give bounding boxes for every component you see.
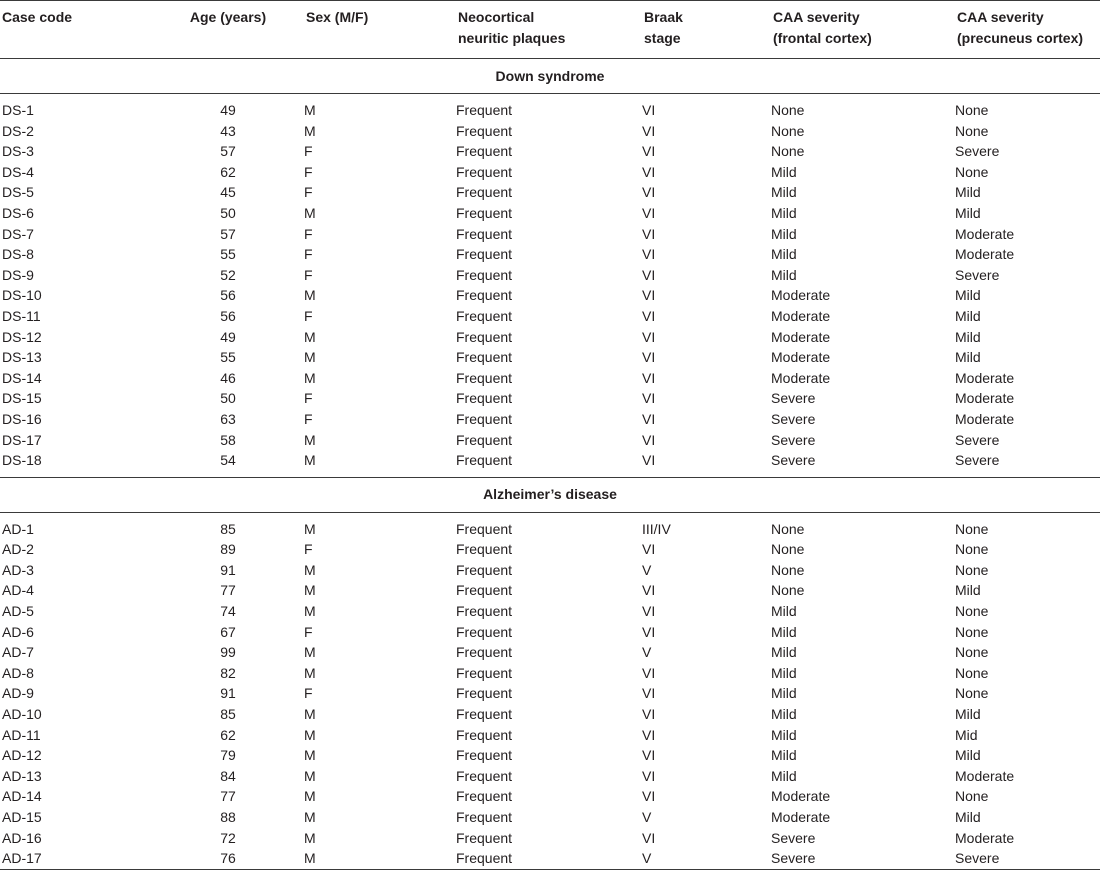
caa-frontal-cell: Severe [771, 848, 955, 869]
caa-frontal-cell: Severe [771, 410, 816, 427]
sex-cell: M [304, 122, 316, 139]
table-row [0, 828, 1100, 849]
case-code-cell: AD-7 [2, 644, 34, 661]
caa-precuneus-cell: Severe [955, 431, 1000, 448]
caa-frontal-cell: None [771, 520, 805, 537]
caa-precuneus-cell: None [955, 102, 989, 118]
table-row [0, 622, 1100, 643]
caa-precuneus-cell: None [955, 644, 989, 661]
table-row [0, 848, 1100, 869]
caa-frontal-cell: Mild [771, 767, 797, 784]
caa-frontal-cell: Severe [771, 431, 816, 448]
table-row [0, 121, 1100, 142]
age-cell: 50 [220, 390, 236, 407]
sex-cell: M [304, 520, 316, 537]
braak-stage-cell: V [642, 561, 652, 578]
case-code-cell: DS-4 [2, 163, 34, 180]
caa-precuneus-cell: Severe [955, 143, 1000, 160]
case-code-cell: DS-14 [2, 369, 42, 386]
neuritic-plaques-cell: Frequent [456, 809, 513, 825]
neuritic-plaques-cell: Frequent [456, 603, 513, 620]
caa-precuneus-cell: Moderate [955, 829, 1015, 846]
case-code-cell: DS-16 [2, 410, 42, 427]
sex-cell: M [304, 726, 316, 743]
sex-cell: M [304, 767, 316, 784]
case-code-cell: AD-9 [2, 685, 34, 702]
age-cell: 88 [220, 809, 236, 825]
braak-stage-cell: VI [642, 246, 656, 263]
sex-cell: F [304, 225, 313, 242]
case-code-cell: AD-10 [2, 706, 42, 723]
age-cell: 57 [220, 225, 236, 242]
caa-frontal-cell: Mild [771, 225, 797, 242]
caa-precuneus-cell: None [955, 520, 989, 537]
sex-cell: M [304, 328, 316, 345]
age-cell: 58 [220, 431, 236, 448]
table-row [0, 141, 1100, 162]
neuritic-plaques-cell: Frequent [456, 664, 513, 681]
table-row [0, 766, 1100, 787]
braak-stage-cell: VI [642, 410, 656, 427]
case-code-cell: DS-5 [2, 184, 34, 201]
braak-stage-cell: VI [642, 582, 656, 599]
sex-cell: M [304, 369, 316, 386]
neuritic-plaques-cell: Frequent [456, 431, 513, 448]
header-row [0, 1, 1100, 59]
caa-frontal-cell: Mild [771, 184, 797, 201]
braak-stage-cell: VI [642, 122, 656, 139]
table-row [0, 601, 1100, 622]
braak-stage-cell: VI [642, 431, 656, 448]
age-cell: 84 [220, 767, 236, 784]
sex-cell: M [304, 706, 316, 723]
case-code-cell: DS-12 [2, 328, 42, 345]
header-age: Age (years) [152, 1, 304, 59]
case-code-cell: DS-9 [2, 266, 34, 283]
table-row [0, 224, 1100, 245]
table-row [0, 162, 1100, 183]
sex-cell: F [304, 184, 313, 201]
age-cell: 79 [220, 747, 236, 764]
age-cell: 45 [220, 184, 236, 201]
case-code-cell: AD-12 [2, 747, 42, 764]
table-header [0, 1, 1100, 59]
table-row [0, 430, 1100, 451]
table-row [0, 244, 1100, 265]
age-cell: 46 [220, 369, 236, 386]
case-code-cell: DS-15 [2, 390, 42, 407]
neuritic-plaques-cell: Frequent [456, 225, 513, 242]
age-cell: 43 [220, 122, 236, 139]
caa-precuneus-cell: Severe [955, 452, 1000, 469]
age-cell: 50 [220, 204, 236, 221]
age-cell: 67 [220, 623, 236, 640]
case-code-cell: DS-1 [2, 102, 34, 118]
table-row [0, 663, 1100, 684]
neuritic-plaques-cell: Frequent [456, 644, 513, 661]
neuritic-plaques-cell: Frequent [456, 623, 513, 640]
table-row [0, 786, 1100, 807]
case-code-cell: AD-11 [2, 726, 41, 743]
caa-precuneus-cell: Mild [955, 307, 981, 324]
caa-precuneus-cell: Mild [955, 582, 981, 599]
age-cell: 89 [220, 541, 236, 558]
case-code-cell: AD-5 [2, 603, 34, 620]
caa-precuneus-cell: None [955, 623, 989, 640]
case-code-cell: DS-10 [2, 287, 42, 304]
sex-cell: F [304, 246, 313, 263]
braak-stage-cell: VI [642, 328, 656, 345]
neuritic-plaques-cell: Frequent [456, 390, 513, 407]
caa-precuneus-cell: Moderate [955, 369, 1015, 386]
table-row [0, 347, 1100, 368]
sex-cell: M [304, 102, 316, 118]
caa-precuneus-cell: Mild [955, 287, 981, 304]
sex-cell: M [304, 788, 316, 805]
caa-frontal-cell: Mild [771, 685, 797, 702]
caa-precuneus-cell: Moderate [955, 246, 1015, 263]
table-row [0, 100, 1100, 121]
braak-stage-cell: VI [642, 307, 656, 324]
neuritic-plaques-cell: Frequent [456, 246, 513, 263]
braak-stage-cell: VI [642, 623, 656, 640]
neuritic-plaques-cell: Frequent [456, 747, 513, 764]
table-row [0, 265, 1100, 286]
case-code-cell: AD-16 [2, 829, 42, 846]
case-code-cell: AD-4 [2, 582, 34, 599]
neuritic-plaques-cell: Frequent [456, 829, 513, 846]
table-body [0, 59, 1100, 870]
braak-stage-cell: VI [642, 452, 656, 469]
age-cell: 74 [220, 603, 236, 620]
sex-cell: M [304, 287, 316, 304]
caa-frontal-cell: Mild [771, 163, 797, 180]
sex-cell: F [304, 307, 313, 324]
table-row [0, 725, 1100, 746]
caa-precuneus-cell: Mid [955, 726, 978, 743]
caa-precuneus-cell: None [955, 541, 989, 558]
caa-precuneus-cell: None [955, 561, 989, 578]
age-cell: 49 [220, 102, 236, 118]
neuritic-plaques-cell: Frequent [456, 561, 513, 578]
braak-stage-cell: V [642, 848, 771, 869]
neuritic-plaques-cell: Frequent [456, 410, 513, 427]
caa-frontal-cell: Severe [771, 829, 816, 846]
caa-precuneus-cell: Mild [955, 204, 981, 221]
braak-stage-cell: VI [642, 747, 656, 764]
case-code-cell: AD-6 [2, 623, 34, 640]
braak-stage-cell: VI [642, 685, 656, 702]
case-code-cell: AD-8 [2, 664, 34, 681]
table-row [0, 683, 1100, 704]
neuritic-plaques-cell: Frequent [456, 726, 513, 743]
caa-precuneus-cell: Moderate [955, 390, 1015, 407]
neuritic-plaques-cell: Frequent [456, 767, 513, 784]
neuritic-plaques-cell: Frequent [456, 706, 513, 723]
caa-frontal-cell: Mild [771, 246, 797, 263]
caa-precuneus-cell: None [955, 685, 989, 702]
caa-frontal-cell: Mild [771, 747, 797, 764]
braak-stage-cell: V [642, 809, 652, 825]
age-cell: 91 [220, 685, 236, 702]
neuritic-plaques-cell: Frequent [456, 520, 513, 537]
caa-precuneus-cell: None [955, 788, 989, 805]
caa-precuneus-cell: None [955, 603, 989, 620]
neuritic-plaques-cell: Frequent [456, 349, 513, 366]
caa-precuneus-cell: Mild [955, 809, 981, 825]
caa-frontal-cell: Moderate [771, 349, 831, 366]
neuritic-plaques-cell: Frequent [456, 184, 513, 201]
braak-stage-cell: VI [642, 664, 656, 681]
caa-precuneus-cell: Moderate [955, 410, 1015, 427]
age-cell: 77 [220, 582, 236, 599]
age-cell: 62 [220, 163, 236, 180]
table-row [0, 642, 1100, 663]
table-row [0, 704, 1100, 725]
header-caa-precuneus: CAA severity (precuneus cortex) [955, 1, 1100, 59]
braak-stage-cell: VI [642, 204, 656, 221]
table-row [0, 519, 1100, 540]
table-row [0, 368, 1100, 389]
sex-cell: M [304, 204, 316, 221]
braak-stage-cell: VI [642, 102, 656, 118]
caa-frontal-cell: Mild [771, 726, 797, 743]
case-code-cell: AD-2 [2, 541, 34, 558]
neuritic-plaques-cell: Frequent [456, 266, 513, 283]
sex-cell: F [304, 143, 313, 160]
sex-cell: M [304, 829, 316, 846]
age-cell: 85 [220, 520, 236, 537]
table-row [0, 327, 1100, 348]
sex-cell: M [304, 582, 316, 599]
sex-cell: F [304, 623, 313, 640]
caa-precuneus-cell: Mild [955, 184, 981, 201]
case-code-cell: DS-2 [2, 122, 34, 139]
caa-precuneus-cell: Moderate [955, 767, 1015, 784]
braak-stage-cell: VI [642, 541, 656, 558]
age-cell: 91 [220, 561, 236, 578]
sex-cell: M [304, 452, 316, 469]
case-code-cell: DS-7 [2, 225, 34, 242]
braak-stage-cell: VI [642, 706, 656, 723]
braak-stage-cell: VI [642, 184, 656, 201]
neuritic-plaques-cell: Frequent [456, 685, 513, 702]
sex-cell: M [304, 349, 316, 366]
caa-precuneus-cell: Severe [955, 848, 1100, 869]
caa-precuneus-cell: Mild [955, 747, 981, 764]
age-cell: 76 [152, 848, 304, 869]
neuritic-plaques-cell: Frequent [456, 541, 513, 558]
group-title: Down syndrome [0, 59, 1100, 94]
table-row [0, 539, 1100, 560]
age-cell: 56 [220, 287, 236, 304]
group-header-row [0, 477, 1100, 512]
age-cell: 82 [220, 664, 236, 681]
braak-stage-cell: VI [642, 225, 656, 242]
braak-stage-cell: V [642, 644, 652, 661]
table-row [0, 203, 1100, 224]
age-cell: 99 [220, 644, 236, 661]
sex-cell: M [304, 809, 316, 825]
table-row [0, 745, 1100, 766]
header-case-code: Case code [0, 1, 152, 59]
age-cell: 55 [220, 246, 236, 263]
caa-precuneus-cell: None [955, 664, 989, 681]
caa-frontal-cell: Severe [771, 390, 816, 407]
braak-stage-cell: VI [642, 603, 656, 620]
caa-frontal-cell: None [771, 122, 805, 139]
age-cell: 55 [220, 349, 236, 366]
sex-cell: M [304, 747, 316, 764]
braak-stage-cell: VI [642, 266, 656, 283]
neuritic-plaques-cell: Frequent [456, 163, 513, 180]
braak-stage-cell: VI [642, 390, 656, 407]
caa-frontal-cell: Severe [771, 452, 816, 469]
case-code-cell: DS-18 [2, 452, 42, 469]
braak-stage-cell: VI [642, 143, 656, 160]
sex-cell: M [304, 561, 316, 578]
table-row [0, 560, 1100, 581]
caa-frontal-cell: Moderate [771, 809, 831, 825]
caa-frontal-cell: Moderate [771, 307, 831, 324]
case-code-cell: AD-14 [2, 788, 42, 805]
age-cell: 77 [220, 788, 236, 805]
header-caa-frontal: CAA severity (frontal cortex) [771, 1, 955, 59]
sex-cell: M [304, 603, 316, 620]
caa-frontal-cell: Mild [771, 266, 797, 283]
neuritic-plaques-cell: Frequent [456, 369, 513, 386]
table-row [0, 450, 1100, 471]
case-code-cell: AD-13 [2, 767, 42, 784]
braak-stage-cell: VI [642, 163, 656, 180]
group-title: Alzheimer’s disease [0, 477, 1100, 512]
sex-cell: F [304, 410, 313, 427]
case-code-cell: DS-17 [2, 431, 42, 448]
braak-stage-cell: VI [642, 726, 656, 743]
caa-frontal-cell: Moderate [771, 788, 831, 805]
case-code-cell: AD-17 [0, 848, 152, 869]
caa-frontal-cell: Mild [771, 664, 797, 681]
caa-precuneus-cell: Mild [955, 706, 981, 723]
sex-cell: M [304, 664, 316, 681]
sex-cell: F [304, 541, 313, 558]
neuritic-plaques-cell: Frequent [456, 788, 513, 805]
caa-frontal-cell: None [771, 102, 805, 118]
braak-stage-cell: VI [642, 349, 656, 366]
neuritic-plaques-cell: Frequent [456, 143, 513, 160]
age-cell: 63 [220, 410, 236, 427]
braak-stage-cell: VI [642, 767, 656, 784]
sex-cell: F [304, 266, 313, 283]
caa-precuneus-cell: Mild [955, 328, 981, 345]
table-row [0, 807, 1100, 828]
table-row [0, 580, 1100, 601]
case-code-cell: DS-8 [2, 246, 34, 263]
sex-cell: F [304, 390, 313, 407]
braak-stage-cell: VI [642, 287, 656, 304]
neuritic-plaques-cell: Frequent [456, 287, 513, 304]
age-cell: 52 [220, 266, 236, 283]
neuritic-plaques-cell: Frequent [456, 452, 513, 469]
neuritic-plaques-cell: Frequent [456, 848, 642, 869]
caa-precuneus-cell: None [955, 122, 989, 139]
neuritic-plaques-cell: Frequent [456, 582, 513, 599]
age-cell: 56 [220, 307, 236, 324]
header-neuritic-plaques: Neocortical neuritic plaques [456, 1, 642, 59]
caa-precuneus-cell: Moderate [955, 225, 1015, 242]
caa-frontal-cell: Mild [771, 706, 797, 723]
caa-frontal-cell: Mild [771, 603, 797, 620]
age-cell: 62 [220, 726, 236, 743]
neuritic-plaques-cell: Frequent [456, 307, 513, 324]
age-cell: 85 [220, 706, 236, 723]
sex-cell: F [304, 163, 313, 180]
table-row [0, 285, 1100, 306]
caa-frontal-cell: Moderate [771, 369, 831, 386]
table-row [0, 388, 1100, 409]
braak-stage-cell: III/IV [642, 520, 671, 537]
sex-cell: M [304, 848, 456, 869]
age-cell: 49 [220, 328, 236, 345]
table-row [0, 182, 1100, 203]
caa-frontal-cell: Mild [771, 623, 797, 640]
table-row [0, 306, 1100, 327]
caa-frontal-cell: None [771, 143, 805, 160]
braak-stage-cell: VI [642, 788, 656, 805]
neuritic-plaques-cell: Frequent [456, 328, 513, 345]
braak-stage-cell: VI [642, 829, 656, 846]
case-code-cell: DS-3 [2, 143, 34, 160]
caa-frontal-cell: Mild [771, 644, 797, 661]
caa-precuneus-cell: Mild [955, 349, 981, 366]
case-code-cell: AD-15 [2, 809, 42, 825]
neuritic-plaques-cell: Frequent [456, 102, 513, 118]
age-cell: 54 [220, 452, 236, 469]
caa-precuneus-cell: None [955, 163, 989, 180]
case-code-cell: DS-6 [2, 204, 34, 221]
caa-frontal-cell: Moderate [771, 328, 831, 345]
sex-cell: F [304, 685, 313, 702]
case-code-cell: DS-13 [2, 349, 42, 366]
caa-precuneus-cell: Severe [955, 266, 1000, 283]
table-row [0, 409, 1100, 430]
age-cell: 57 [220, 143, 236, 160]
caa-frontal-cell: None [771, 582, 805, 599]
neuritic-plaques-cell: Frequent [456, 204, 513, 221]
caa-frontal-cell: None [771, 561, 805, 578]
case-code-cell: DS-11 [2, 307, 41, 324]
caa-frontal-cell: Moderate [771, 287, 831, 304]
sex-cell: M [304, 431, 316, 448]
case-code-cell: AD-1 [2, 520, 34, 537]
age-cell: 72 [220, 829, 236, 846]
braak-stage-cell: VI [642, 369, 656, 386]
caa-frontal-cell: Mild [771, 204, 797, 221]
header-braak-stage: Braak stage [642, 1, 771, 59]
header-sex: Sex (M/F) [304, 1, 456, 59]
case-code-cell: AD-3 [2, 561, 34, 578]
caa-frontal-cell: None [771, 541, 805, 558]
group-header-row [0, 59, 1100, 94]
neuritic-plaques-cell: Frequent [456, 122, 513, 139]
sex-cell: M [304, 644, 316, 661]
